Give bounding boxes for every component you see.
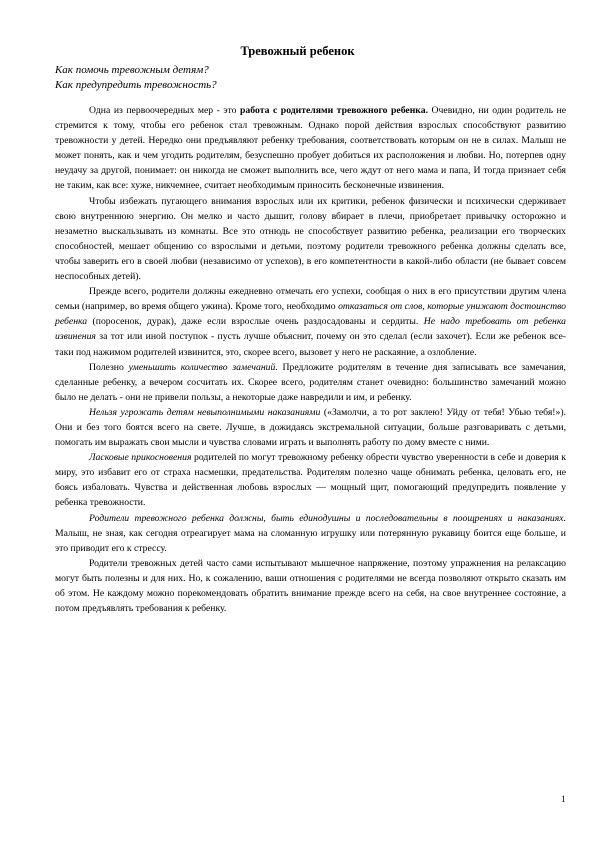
paragraph-7-emphasis: Родители тревожного ребенка должны, быть единодушны и последовательны в поощрениях и наказаниях. bbox=[89, 512, 566, 524]
paragraph-1-text-a: Одна из первоочередных мер - это bbox=[89, 105, 241, 116]
paragraph-1-text-c: Очевидно, ни один родитель не стремится к тому, чтобы его ребенок стал тревожным. Однако порой действия взрослых способствуют развитию тревожности у детей. Нередко они предъявляют ребенку требования, соответствовать которым он не в силах. Малыш не может понять, как и чем угодить родителям, безуспешно пробует добиться их расположения и любви. Но, потерпев одну неудачу за другой, понимает: он никогда не сможет выполнить все, чего ждут от него мама и папа, И тогда признает себя не таким, как все: хуже, никчемнее, считает необходимым приносить бесконечные извинения. bbox=[55, 105, 567, 192]
paragraph-6-emphasis: Ласковые прикосновения bbox=[89, 452, 192, 464]
paragraph-8: Родители тревожных детей часто сами испытывают мышечное напряжение, поэтому упражнения на релаксацию могут быть полезны и для них. Но, к сожалению, ваши отношения с родителями не всегда позволяют открыто сказать им об этом. Не каждому можно порекомендовать обратить внимание прежде всего на себя, на свое внутреннее состояние, а потом предъявлять требования к ребенку. bbox=[55, 557, 566, 615]
paragraph-3-text-c: (поросенок, дурак), даже если взрослые очень раздосадованы и сердиты. bbox=[87, 316, 424, 328]
paragraph-7 bbox=[55, 511, 566, 556]
paragraph-5-text-b: («Замолчи, а то рот заклею! Уйду от тебя! Убью тебя!»). Они и без того боятся всего на свете. Лучше, в дожидаясь экстремальной ситуации, больше разговаривать с детьми, помогать им выражать свои мысли и чувства словами играть и выполнять работу по дому вместе с ними. bbox=[55, 406, 566, 449]
paragraph-2: Чтобы избежать пугающего внимания взрослых или их критики, ребенок физически и психически сдерживает свою внутреннюю энергию. Он мелко и часто дышит, голову вбирает в плечи, приобретает привычку осторожно и незаметно выскальзывать из комнаты. Все это отнюдь не способствует развитию ребенка, реализации его творческих способностей, мешает общению со взрослыми и детьми, поэтому родители тревожного ребенка должны сделать все, чтобы заверить его в своей любви (независимо от успехов), в его компетентности в какой-либо области (не бывает совсем неспособных детей). bbox=[55, 195, 566, 283]
paragraph-5 bbox=[55, 405, 566, 450]
paragraph-5-emphasis: Нельзя угрожать детям невыполнимыми наказаниями bbox=[89, 406, 321, 418]
page-title: Тревожный ребенок bbox=[240, 44, 355, 58]
paragraph-3-emphasis-1: отказаться от слов, которые унижают достоинство ребенка bbox=[55, 301, 566, 328]
paragraph-4-emphasis: уменьшить количество замечаний. bbox=[128, 361, 278, 373]
paragraph-6 bbox=[55, 450, 566, 510]
paragraph-3 bbox=[55, 284, 566, 359]
paragraph-3-text-a: Прежде всего, родители должны ежедневно отмечать его успехи, сообщая о них в его присутствии другим члена семьи (например, во время общего ужина). Кроме того, необходимо bbox=[55, 286, 566, 313]
paragraph-1 bbox=[55, 103, 566, 194]
paragraph-4-text-c: Предложите родителям в течение дня записывать все замечания, сделанные ребенку, а вечером сосчитать их. Скорее всего, родителям станет очевидно: большинство замечаний можно было не делать - они не привели пользы, а некоторые даже навредили и им, и ребенку. bbox=[55, 361, 566, 403]
paragraph-1-emphasis: работа с родителями тревожного ребенка. bbox=[240, 105, 428, 116]
paragraph-4 bbox=[55, 360, 566, 405]
subtitle-question-2: Как предупредить тревожность? bbox=[55, 79, 217, 91]
paragraph-3-text-e: за тот или иной поступок - пусть лучше объяснит, почему он это сделал (если захочет). Если же ребенок все-таки под нажимом родителей извинится, это, скорее всего, вызовет у него не раскаяние, а озлобление. bbox=[55, 331, 566, 358]
paragraph-3-emphasis-2: Не надо требовать от ребенка извинения bbox=[55, 316, 566, 343]
document-body bbox=[55, 103, 566, 616]
paragraph-7-text-b: Малыш, не зная, как сегодня отреагирует мама на сломанную игрушку или потерянную рукавицу боится еще больше, и это приводит его к стрессу. bbox=[55, 527, 566, 554]
subtitle-question-1: Как помочь тревожным детям? bbox=[55, 64, 209, 76]
paragraph-4-text-a: Полезно bbox=[89, 361, 129, 373]
page-number: 1 bbox=[561, 794, 566, 804]
paragraph-6-text-b: родителей по могут тревожному ребенку обрести чувство уверенности в себе и доверия к миру, это избавит его от страха насмешки, предательства. Родителям полезно чаще обнимать ребенка, целовать его, не боясь избаловать. Чувства и действенная любовь взрослых — мощный щит, помогающий предупредить появление у ребенка тревожности. bbox=[55, 452, 566, 509]
